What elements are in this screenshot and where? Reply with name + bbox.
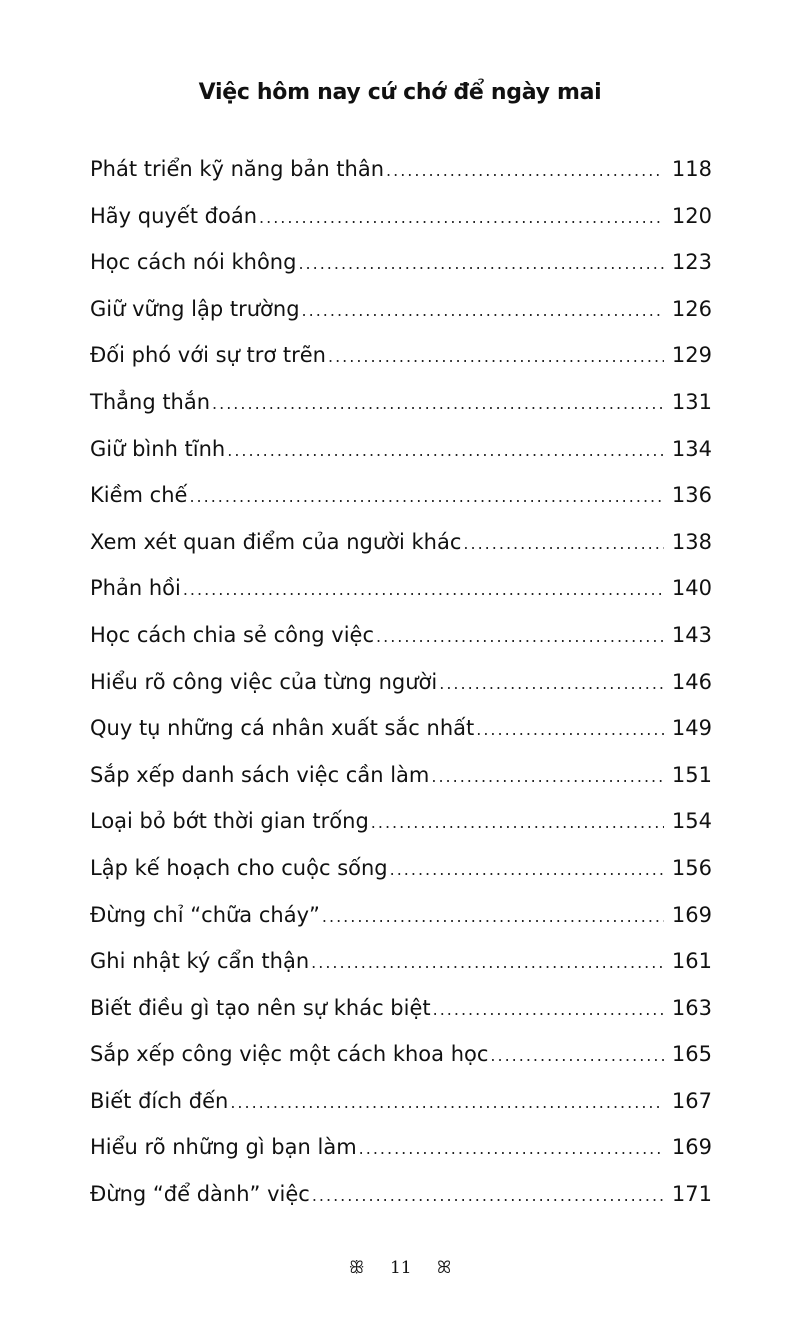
toc-entry-title: Lập kế hoạch cho cuộc sống	[90, 855, 388, 880]
toc-entry-title: Sắp xếp danh sách việc cần làm	[90, 762, 430, 787]
toc-dot-leader	[189, 474, 663, 521]
toc-dot-leader	[230, 1080, 664, 1127]
toc-entry-page: 151	[671, 762, 712, 787]
toc-entry	[90, 472, 712, 519]
toc-entry-title: Hiểu rõ công việc của từng người	[90, 669, 438, 694]
toc-entry-title: Phát triển kỹ năng bản thân	[90, 157, 385, 181]
toc-entry-title: Đừng “để dành” việc	[90, 1182, 310, 1207]
toc-entry	[90, 798, 712, 845]
toc-entry	[90, 845, 712, 892]
toc-entry	[90, 892, 712, 939]
toc-entry-title: Học cách nói không	[90, 250, 297, 275]
toc-entry-page: 161	[671, 949, 712, 974]
toc-entry-title: Loại bỏ bớt thời gian trống	[90, 809, 369, 834]
toc-entry-title: Biết đích đến	[90, 1088, 229, 1113]
toc-entry-page: 123	[671, 250, 712, 275]
toc-entry	[90, 332, 712, 379]
right-ornament-icon: ꕤ	[437, 1258, 452, 1278]
toc-entry-title: Thẳng thắn	[90, 389, 211, 414]
toc-entry-page: 171	[671, 1182, 712, 1207]
toc-entry-page: 156	[671, 855, 712, 880]
toc-entry-title: Biết điều gì tạo nên sự khác biệt	[90, 995, 431, 1020]
toc-entry-title: Đối phó với sự trơ trẽn	[90, 343, 326, 368]
toc-entry-page: 165	[671, 1042, 712, 1067]
toc-entry	[90, 1171, 712, 1218]
toc-dot-leader	[183, 567, 664, 614]
table-of-contents	[90, 146, 712, 1218]
toc-entry-page: 138	[671, 529, 712, 554]
toc-dot-leader	[390, 847, 664, 894]
toc-dot-leader	[463, 521, 663, 568]
toc-entry	[90, 565, 712, 612]
toc-dot-leader	[359, 1126, 664, 1173]
toc-dot-leader	[431, 754, 664, 801]
toc-entry	[90, 426, 712, 473]
toc-dot-leader	[302, 288, 664, 335]
toc-entry-title: Hiểu rõ những gì bạn làm	[90, 1135, 357, 1160]
toc-entry	[90, 1078, 712, 1125]
toc-entry-page: 134	[671, 436, 712, 461]
toc-entry-page: 169	[671, 1135, 712, 1160]
toc-entry-page: 149	[671, 716, 712, 741]
toc-dot-leader	[476, 707, 664, 754]
toc-dot-leader	[439, 661, 664, 708]
page-number: 11	[389, 1258, 412, 1278]
running-title: Việc hôm nay cứ chớ để ngày mai	[198, 80, 602, 105]
toc-dot-leader	[386, 148, 664, 195]
toc-entry-page: 140	[671, 576, 712, 601]
toc-entry-page: 169	[671, 902, 712, 927]
toc-entry-title: Quy tụ những cá nhân xuất sắc nhất	[90, 716, 475, 741]
toc-entry	[90, 1124, 712, 1171]
toc-entry-title: Hãy quyết đoán	[90, 203, 258, 228]
toc-entry-title: Phản hồi	[90, 576, 181, 601]
toc-entry-page: 126	[671, 296, 712, 321]
toc-dot-leader	[433, 987, 664, 1034]
toc-entry-page: 129	[671, 343, 712, 368]
toc-entry-page: 146	[671, 669, 712, 694]
page-footer	[0, 1258, 800, 1278]
toc-entry-page: 154	[671, 809, 712, 834]
toc-dot-leader	[328, 334, 664, 381]
toc-entry	[90, 1031, 712, 1078]
toc-entry-page: 143	[671, 622, 712, 647]
toc-entry	[90, 659, 712, 706]
toc-dot-leader	[298, 241, 663, 288]
toc-entry-title: Giữ vững lập trường	[90, 296, 300, 321]
toc-entry-title: Đừng chỉ “chữa cháy”	[90, 902, 320, 927]
toc-entry	[90, 705, 712, 752]
toc-entry	[90, 519, 712, 566]
toc-dot-leader	[490, 1033, 664, 1080]
toc-dot-leader	[371, 800, 664, 847]
toc-dot-leader	[311, 940, 664, 987]
toc-entry-page: 163	[671, 995, 712, 1020]
toc-entry	[90, 612, 712, 659]
toc-entry-page: 131	[671, 389, 712, 414]
toc-entry-title: Sắp xếp công việc một cách khoa học	[90, 1042, 489, 1067]
toc-entry-title: Giữ bình tĩnh	[90, 436, 226, 461]
toc-entry-page: 118	[671, 157, 712, 181]
toc-dot-leader	[259, 195, 664, 242]
toc-dot-leader	[227, 428, 664, 475]
toc-entry-page: 120	[671, 203, 712, 228]
toc-dot-leader	[322, 894, 664, 941]
toc-entry	[90, 752, 712, 799]
toc-entry	[90, 146, 712, 193]
toc-entry-title: Ghi nhật ký cẩn thận	[90, 949, 310, 974]
toc-dot-leader	[312, 1173, 664, 1220]
toc-entry	[90, 239, 712, 286]
toc-dot-leader	[376, 614, 664, 661]
toc-entry-title: Xem xét quan điểm của người khác	[90, 529, 462, 554]
toc-dot-leader	[212, 381, 664, 428]
running-header	[0, 80, 800, 105]
toc-entry-page: 167	[671, 1088, 712, 1113]
toc-entry-title: Học cách chia sẻ công việc	[90, 622, 375, 647]
left-ornament-icon: ꕥ	[348, 1258, 365, 1278]
toc-entry	[90, 985, 712, 1032]
toc-entry	[90, 193, 712, 240]
toc-entry-page: 136	[671, 483, 712, 508]
toc-entry-title: Kiềm chế	[90, 483, 188, 508]
toc-entry	[90, 286, 712, 333]
toc-entry	[90, 938, 712, 985]
toc-entry	[90, 379, 712, 426]
